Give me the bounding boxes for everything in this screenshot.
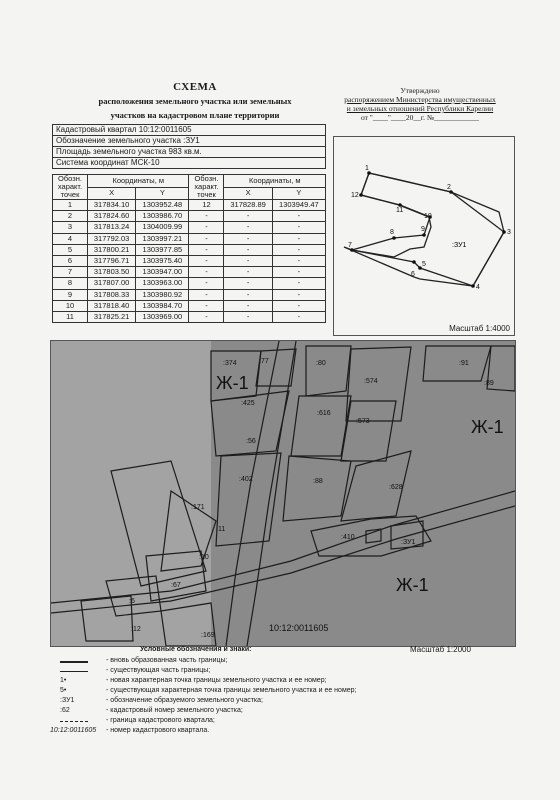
parcel-area: Площадь земельного участка 983 кв.м. [53,147,326,158]
coordinates-table [52,174,326,323]
legend-text: - номер кадастрового квартала. [106,727,210,734]
coord-cell-y2: - [272,233,325,244]
coord-cell-n2: - [189,311,224,322]
coord-cell-n: 7 [53,267,88,278]
approval-line1: Утверждено [400,86,440,95]
coord-cell-y: 1303984.70 [136,300,189,311]
coord-cell-y2: - [272,311,325,322]
svg-text:5: 5 [422,261,426,268]
coord-row [53,200,326,211]
plot-number: :616 [317,410,331,417]
coord-row [53,300,326,311]
coord-cell-x: 317813.24 [88,222,136,233]
coord-cell-y: 1303975.40 [136,255,189,266]
legend-text: - новая характерная точка границы земельного участка и ее номер; [106,677,327,684]
coord-cell-n: 11 [53,311,88,322]
coord-cell-x2: 317828.89 [224,200,272,211]
parcel-scheme-panel [333,136,515,336]
coord-cell-x: 317808.33 [88,289,136,300]
coord-cell-y2: - [272,244,325,255]
approval-line4: от "____"____20__г. №____________ [360,113,480,122]
plot-number: :10 [199,554,209,561]
legend-symbol [60,657,90,666]
coord-cell-n: 4 [53,233,88,244]
plot-number: :77 [259,358,269,365]
map-scale: Масштаб 1:2000 [410,645,471,654]
coord-cell-x2: - [224,300,272,311]
legend-text: - существующая характерная точка границы земельного участка и ее номер; [106,687,357,694]
plot-number: :91 [459,360,469,367]
svg-text:12: 12 [351,192,359,199]
coord-cell-n: 1 [53,200,88,211]
plot-number: :12 [131,626,141,633]
parcel-info-table [52,124,326,169]
coord-cell-y: 1303952.48 [136,200,189,211]
plot-number: :410 [341,534,355,541]
coord-cell-x: 317792.03 [88,233,136,244]
zone-label-bottom: Ж-1 [396,575,429,595]
svg-text:9: 9 [421,226,425,233]
legend-symbol [60,667,90,676]
plot-number: :67 [171,582,181,589]
plot-number: :374 [223,360,237,367]
legend-symbol: 1• [60,677,67,684]
coord-cell-x2: - [224,278,272,289]
legend-symbol [60,717,90,726]
coord-cell-n: 8 [53,278,88,289]
legend-text: - кадастровый номер земельного участка; [106,707,243,714]
plot-number: :628 [389,484,403,491]
point-9 [422,233,426,237]
coord-row [53,311,326,322]
coord-cell-n: 3 [53,222,88,233]
plot-number: :402 [239,476,253,483]
legend-item [50,727,390,736]
legend-item [50,657,390,666]
svg-text:4: 4 [476,284,480,291]
legend-item [50,697,390,706]
point-4 [471,284,475,288]
plot-number: :88 [313,478,323,485]
coord-cell-n: 6 [53,255,88,266]
parcel-designation: Обозначение земельного участка :ЗУ1 [53,136,326,147]
coord-cell-n2: - [189,267,224,278]
coord-cell-x: 317807.00 [88,278,136,289]
coord-cell-x2: - [224,311,272,322]
coord-row [53,289,326,300]
legend-item [50,717,390,726]
coord-cell-y: 1303980.92 [136,289,189,300]
plot-number: :89 [484,380,494,387]
approval-line3: и земельных отношений Республики Карелии [346,104,494,113]
svg-text:7: 7 [348,242,352,249]
svg-text:3: 3 [507,229,511,236]
legend-symbol: 5• [60,687,67,694]
coord-cell-n2: - [189,222,224,233]
document-subtitle-line1: расположения земельного участка или земельных [98,96,292,106]
legend-text: - вновь образованная часть границы; [106,657,228,664]
zone-label-left: Ж-1 [216,373,249,393]
coord-cell-x: 317834.10 [88,200,136,211]
coord-cell-y: 1303947.00 [136,267,189,278]
coord-cell-x: 317796.71 [88,255,136,266]
coord-cell-x: 317803.50 [88,267,136,278]
col-y: Y [136,187,189,200]
col-y-2: Y [272,187,325,200]
plot-number: :80 [316,360,326,367]
coord-cell-y: 1303997.21 [136,233,189,244]
coord-cell-n2: - [189,233,224,244]
cadastral-map-panel [50,340,516,647]
legend-item [50,707,390,716]
coord-cell-y2: - [272,255,325,266]
coord-cell-y: 1303977.85 [136,244,189,255]
svg-text:10: 10 [424,213,432,220]
plot-number: :574 [364,378,378,385]
col-x-2: X [224,187,272,200]
coord-cell-y: 1303963.00 [136,278,189,289]
approval-line2: распоряжением Министерства имущественных [344,95,496,104]
plot-number: :573 [356,418,370,425]
svg-text:8: 8 [390,229,394,236]
col-x: X [88,187,136,200]
coord-cell-y2: - [272,267,325,278]
legend [50,646,410,741]
coord-cell-x2: - [224,233,272,244]
plot-number: :11 [216,526,226,533]
coord-cell-x: 317818.40 [88,300,136,311]
svg-text:6: 6 [411,271,415,278]
coord-row [53,222,326,233]
legend-symbol: :62 [60,707,70,714]
coord-cell-x: 317800.21 [88,244,136,255]
coord-cell-y2: 1303949.47 [272,200,325,211]
coord-row [53,278,326,289]
coord-cell-n2: - [189,255,224,266]
coord-cell-n2: - [189,289,224,300]
coord-cell-y2: - [272,211,325,222]
coord-row [53,211,326,222]
legend-symbol: :ЗУ1 [60,697,75,704]
legend-title: Условные обозначения и знаки: [140,646,252,653]
coord-cell-y2: - [272,222,325,233]
zone-label-right: Ж-1 [471,417,504,437]
svg-text:1: 1 [365,165,369,172]
coord-cell-n2: - [189,278,224,289]
point-6 [412,260,416,264]
document-subtitle-line2: участков на кадастровом плане территории [110,110,280,120]
coord-cell-n: 2 [53,211,88,222]
coord-cell-x2: - [224,267,272,278]
coord-row [53,233,326,244]
legend-item [50,677,390,686]
col-coords: Координаты, м [88,175,189,188]
coord-cell-x2: - [224,255,272,266]
coord-cell-n: 5 [53,244,88,255]
map-quarter-label: 10:12:0011605 [269,623,329,633]
plot-number: :56 [246,438,256,445]
plot-number: :171 [191,504,205,511]
legend-item [50,667,390,676]
coord-cell-x2: - [224,289,272,300]
parcel-scheme-drawing [334,137,514,335]
col-coords-2: Координаты, м [224,175,326,188]
plot-number: :6 [129,598,135,605]
svg-text:2: 2 [447,184,451,191]
coord-row [53,255,326,266]
coord-cell-n2: - [189,244,224,255]
legend-item [50,687,390,696]
plot-number: :169 [201,632,215,639]
coord-cell-x2: - [224,222,272,233]
map-parcel-label: :ЗУ1 [401,539,416,546]
coord-cell-n: 10 [53,300,88,311]
point-3 [502,230,506,234]
coord-cell-n2: - [189,300,224,311]
scheme-scale: Масштаб 1:4000 [449,324,510,333]
coord-cell-x: 317824.60 [88,211,136,222]
legend-text: - обозначение образуемого земельного участка; [106,697,263,704]
approval-block [330,86,510,122]
coord-cell-x2: - [224,244,272,255]
coord-cell-y2: - [272,289,325,300]
legend-text: - существующая часть границы; [106,667,211,674]
point-12 [359,193,363,197]
coord-cell-y2: - [272,300,325,311]
coord-cell-y: 1303969.00 [136,311,189,322]
document-title: СХЕМА [173,81,217,93]
coord-row [53,244,326,255]
coord-cell-x: 317825.21 [88,311,136,322]
coord-cell-n: 9 [53,289,88,300]
point-8 [392,236,396,240]
col-designation-2: Обозн. характ. точек [189,175,224,200]
document-title-block [80,80,310,122]
parcel-boundary [352,173,504,286]
coord-cell-x2: - [224,211,272,222]
coord-cell-n2: - [189,211,224,222]
coord-cell-y2: - [272,278,325,289]
coord-row [53,267,326,278]
coordinate-system: Система координат МСК-10 [53,158,326,169]
legend-symbol: 10:12:0011605 [50,727,97,734]
coord-cell-n2: 12 [189,200,224,211]
cadastral-map-drawing [51,341,515,646]
svg-text:11: 11 [396,207,404,214]
col-designation: Обозн. характ. точек [53,175,88,200]
coord-cell-y: 1303986.70 [136,211,189,222]
legend-text: - граница кадастрового квартала; [106,717,215,724]
scheme-parcel-label: :ЗУ1 [452,242,467,249]
plot-number: :425 [241,400,255,407]
cadastral-quarter: Кадастровый квартал 10:12:0011605 [53,125,326,136]
coord-cell-y: 1304009.99 [136,222,189,233]
